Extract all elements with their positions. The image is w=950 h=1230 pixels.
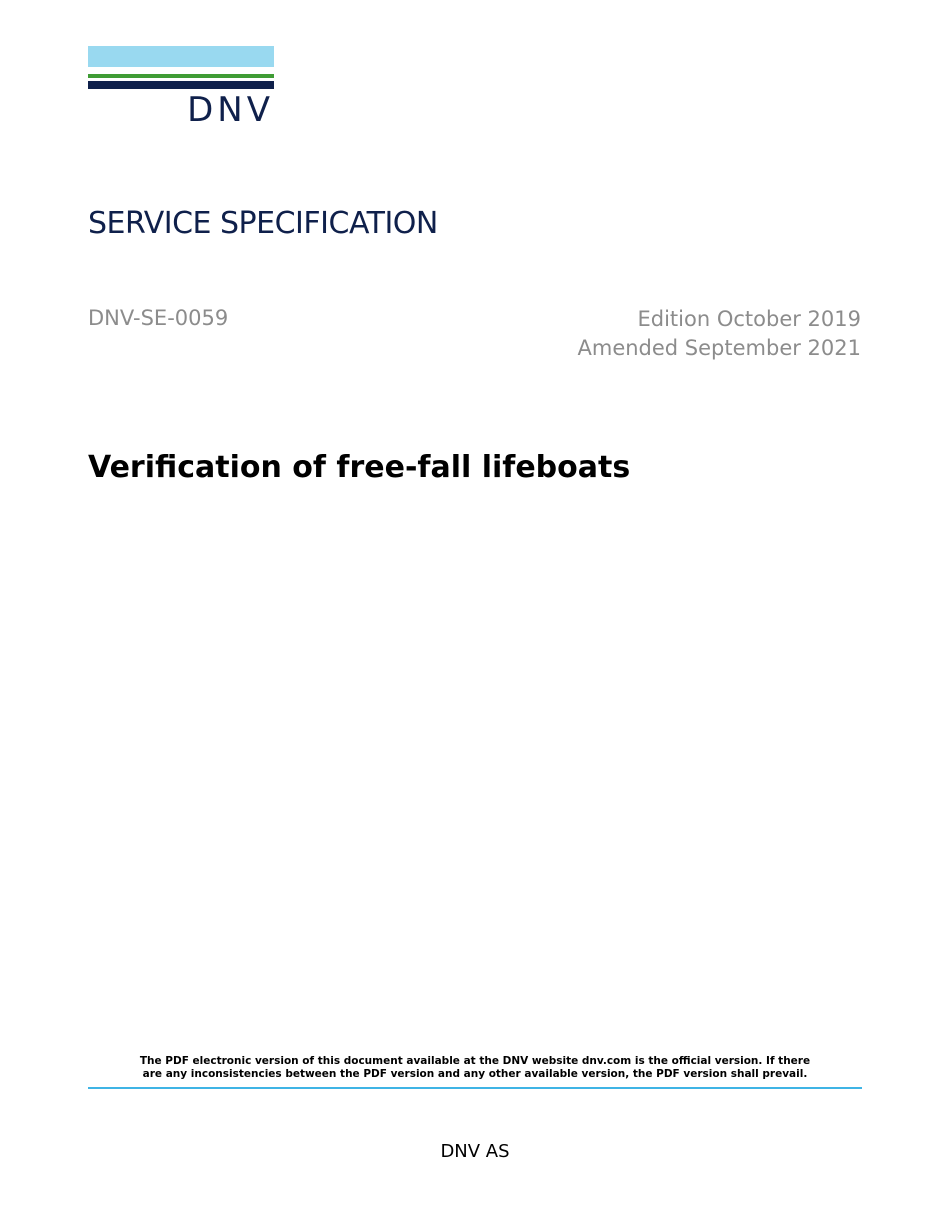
logo-green-band bbox=[88, 74, 274, 78]
dnv-logo bbox=[88, 46, 274, 130]
document-type: SERVICE SPECIFICATION bbox=[88, 206, 438, 241]
footer-divider bbox=[88, 1087, 862, 1089]
document-id: DNV-SE-0059 bbox=[88, 306, 229, 330]
logo-light-band bbox=[88, 46, 274, 67]
logo-wordmark: DNV bbox=[187, 90, 274, 130]
publisher-name: DNV AS bbox=[440, 1141, 510, 1162]
disclaimer-line-1: The PDF electronic version of this document available at the DNV website dnv.com is the official version. If there bbox=[139, 1055, 811, 1067]
disclaimer-line-2: are any inconsistencies between the PDF version and any other available version, the PDF version shall prevail. bbox=[142, 1068, 808, 1080]
amended-date: Amended September 2021 bbox=[577, 336, 861, 360]
document-title: Verification of free-fall lifeboats bbox=[88, 450, 631, 485]
edition-info bbox=[578, 305, 862, 363]
logo-navy-band bbox=[88, 81, 274, 89]
pdf-disclaimer bbox=[88, 1055, 862, 1081]
edition-date: Edition October 2019 bbox=[637, 307, 861, 331]
